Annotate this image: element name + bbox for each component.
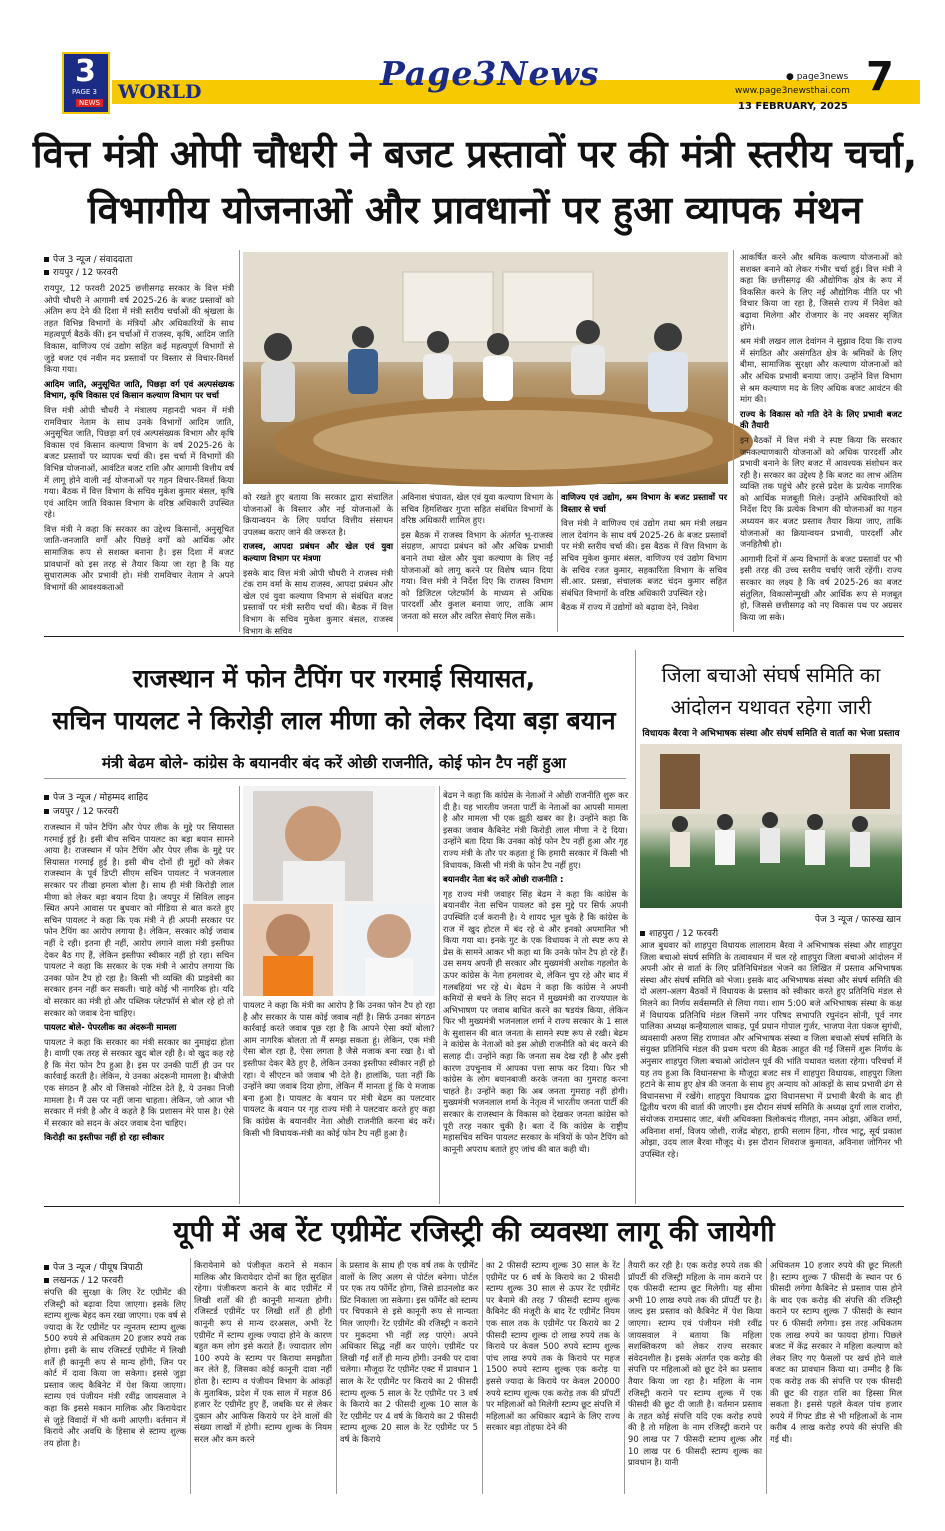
- column-divider: [397, 490, 398, 632]
- column-divider: [439, 786, 440, 1204]
- politicians-photo-collage: [243, 786, 435, 996]
- paragraph: वित्त मंत्री ओपी चौधरी ने मंत्रालय महानदी भवन में मंत्री रामविचार नेताम के साथ उनके विभागों आदिम जाति, अनुसूचित जाति, पिछड़ा वर्ग एवं अल्पसंख्यक विभाग और कृषि विकास एवं किसान कल्याण विभाग के वर्ष 2025-26 के बजट प्रस्तावों पर व्यापक चर्चा की। इस चर्चा में विभागों की विभिन्न योजनाओं, आवंटित बजट राशि और आगामी वित्तीय वर्ष में लागू होने वाली नई योजनाओं पर गहन विचार-विमर्श किया गया। बैठक में वित्त विभाग के सचिव मुकेश कुमार बंसल, कृषि एवं आदिम जाति विकास विभाग के वरिष्ठ अधिकारी उपस्थित रहे।: [44, 404, 234, 520]
- story4-headline: यूपी में अब रेंट एग्रीमेंट रजिस्ट्री की व्यवस्था लागू की जायेगी: [173, 1215, 775, 1248]
- column-divider: [336, 1258, 337, 1494]
- group-illustration: [640, 744, 902, 908]
- subhead: किरोड़ी का इस्तीफा नहीं हो रहा स्वीकार: [44, 1132, 164, 1143]
- logo-news-tag: NEWS: [76, 99, 103, 107]
- social-handle: ● page3news: [786, 72, 849, 82]
- story1-headline-line1: वित्त मंत्री ओपी चौधरी ने बजट प्रस्तावों पर की मंत्री स्तरीय चर्चा,: [32, 132, 918, 176]
- paragraph: बेढम ने कहा कि कांग्रेस के नेताओं ने ओछी राजनीति शुरू कर दी है। यह भारतीय जनता पार्टी के नेताओं का आपसी मामला है और मामला भी एक झूठी खबर का है। उन्होंने कहा कि इसका जवाब कैबिनेट मंत्री किरोड़ी लाल मीणा ने दे दिया। उन्होंने बता दिया कि उनका कोई फोन टैप नहीं हुआ और गृह राज्य मंत्री के तौर पर कहता हूं कि हमारी सरकार में किसी भी विधायक, किसी भी मंत्री के फोन टैप नहीं हुए।: [443, 790, 628, 870]
- column-divider: [766, 1258, 767, 1494]
- column-divider: [239, 250, 240, 632]
- paragraph: अविनाश चंपावत, खेल एवं युवा कल्याण विभाग के सचिव हिमशिखर गुप्ता सहित संबंधित विभागों के वरिष्ठ अधिकारी शामिल हुए।: [401, 492, 553, 526]
- meeting-illustration: [243, 252, 728, 484]
- paragraph: इन बैठकों में वित्त मंत्री ने स्पष्ट किया कि सरकार जनकल्याणकारी योजनाओं को अधिक पारदर्शी और प्रभावी बनाने के लिए बजट में आवश्यक संशोधन कर रही है। सरकार का उद्देश्य है कि बजट का लाभ अंतिम व्यक्ति तक पहुंचे और हरसे प्रदेश के प्रत्येक नागरिक को आर्थिक मजबूती मिले। उन्होंने अधिकारियों को निर्देश दिए कि प्रत्येक विभाग की योजनाओं का गहन अध्ययन कर बजट प्रस्ताव तैयार किया जाए, ताकि योजनाओं का क्रियान्वयन प्रभावी, पारदर्शी और जनहितैषी हो।: [740, 434, 902, 550]
- paragraph: को रखते हुए बताया कि सरकार द्वारा संचालित योजनाओं के विस्तार और नई योजनाओं के क्रियान्वयन के लिए पर्याप्त वित्तीय संसाधन उपलब्ध कराए जाने की जरूरत है।: [243, 492, 393, 537]
- rule: [44, 778, 626, 779]
- paragraph: का 2 फीसदी स्टाम्प शुल्क 30 साल के रेंट एग्रीमेंट पर 6 वर्ष के किराये का 2 फीसदी स्टाम्प शुल्क 30 साल से ऊपर रेंट एग्रीमेंट पर बैनामे की तरह 7 फीसदी स्टाम्प शुल्क कैबिनेट की मंजूरी के बाद रेंट एग्रीमेंट नियम एक साल तक के एग्रीमेंट पर किराये का 2 फीसदी स्टाम्प शुल्क दो लाख रुपये तक के किराये पर केवल 500 रुपये स्टाम्प शुल्क पांच लाख रुपये तक के किराये पर महज 1500 रुपये स्टाम्प शुल्क एक करोड़ या इससे ज्यादा के किराये पर केवल 20000 रुपये स्टाम्प शुल्क एक करोड़ तक की प्रॉपर्टी पर महिलाओं को मिलेगी स्टाम्प छूट संपत्ति में महिलाओं का अधिकार बढ़ाने के लिए राज्य सरकार बड़ा तोहफा देने की: [486, 1260, 620, 1433]
- paragraph: बैठक में राज्य में उद्योगों को बढ़ावा देने, निवेश: [561, 602, 699, 613]
- subhead: पायलट बोले- पेपरलीक का अंदरूनी मामला: [44, 1022, 177, 1033]
- story2-headline-line1: राजस्थान में फोन टैपिंग पर गरमाई सियासत,: [132, 664, 536, 693]
- paragraph: श्रम मंत्री लखन लाल देवांगन ने सुझाव दिया कि राज्य में संगठित और असंगठित क्षेत्र के श्रमिकों के लिए बीमा, सामाजिक सुरक्षा और कल्याण योजनाओं को और अधिक प्रभावी बनाया जाए। उन्होंने वित्त विभाग से श्रम कल्याण मद के लिए अधिक बजट आवंटन की मांग की।: [740, 336, 902, 405]
- paragraph: अधिकतम 10 हजार रुपये की छूट मिलती है। स्टाम्प शुल्क 7 फीसदी के स्थान पर 6 फीसदी लगेगा कैबिनेट से प्रस्ताव पास होने के बाद एक करोड़ की संपत्ति की रजिस्ट्री कराने पर स्टाम्प शुल्क 7 फीसदी के स्थान पर 6 फीसदी लगेगा। इस तरह अधिकतम एक लाख रुपये का फायदा होगा। पिछले बजट में केंद्र सरकार ने महिला कल्याण को लेकर लिए गए फैसलों पर खर्च होने वाले बजट का प्रावधान किया था। उम्मीद है कि एक करोड़ तक की संपत्ति पर एक फीसदी की छूट की राहत राशि का हिस्सा मिल सकता है। इससे पहले केवल पांच हजार रुपये में गिफ्ट डीड से भी महिलाओं के नाम करीब 4 लाख करोड़ रुपये की संपत्ति की गई थी।: [770, 1260, 902, 1444]
- column-divider: [239, 786, 240, 1204]
- story2-subhead: मंत्री बेढम बोले- कांग्रेस के बयानवीर बंद करें ओछी राजनीति, कोई फोन टैप नहीं हुआ: [102, 754, 566, 772]
- story4-byline: पेज 3 न्यूज / पीयूष त्रिपाठी: [44, 1260, 184, 1273]
- column-divider: [482, 1258, 483, 1494]
- paragraph: वित्त मंत्री ने वाणिज्य एवं उद्योग तथा श्रम मंत्री लखन लाल देवांगन के साथ वर्ष 2025-26 के बजट प्रस्तावों पर मंत्री स्तरीय चर्चा की। इस बैठक में वित्त विभाग के सचिव मुकेश कुमार बंसल, वाणिज्य एवं उद्योग विभाग के सचिव रजत कुमार, सहकारिता विभाग के सचिव सी.आर. प्रसन्ना, संचालक बजट चंदन कुमार सहित संबंधित विभागों के वरिष्ठ अधिकारी उपस्थित रहे।: [561, 518, 727, 598]
- paragraph: राजस्थान में फोन टैपिंग और पेपर लीक के मुद्दे पर सियासत गरमाई हुई है। इसी बीच सचिन पायलट का बड़ा बयान सामने आया है। राजस्थान में फोन टैपिंग और पेपर लीक के मुद्दे पर सियासत गरमाई हुई है। इसी बीच दोनों ही मुद्दों को लेकर राजस्थान के पूर्व डिप्टी सीएम सचिन पायलट ने भजनलाल सरकार पर तीखा हमला बोला है। साथ ही मंत्री किरोड़ी लाल मीणा को लेकर बड़ा बयान दिया है। जयपुर में सिविल लाइन स्थित अपने आवास पर बुधवार को मीडिया से बात करते हुए सचिन पायलट ने कहा कि एक मंत्री ने ही अपनी सरकार पर फोन टैपिंग का आरोप लगाया है। लेकिन, सरकार कोई जवाब नहीं दे रही। इतना ही नहीं, आरोप लगाने वाला मंत्री इस्तीफा देकर बैठ गए हैं, लेकिन इस्तीफा स्वीकार नहीं हो रहा। सचिन पायलट ने कहा कि सरकार के एक मंत्री ने आरोप लगाया कि उनका फोन टैप हो रहा है। किसी भी व्यक्ति की प्राइवेसी का सरकार हनन नहीं कर सकती। चाहे कोई भी नागरिक हो। यदि वो सरकार का मंत्री हो और पब्लिक प्लेटफॉर्म से बोल रहे हो तो सरकार को जवाब देना चाहिए।: [44, 822, 234, 1018]
- story4-column-6: [770, 1260, 902, 1492]
- story1-column-1: [44, 283, 234, 629]
- subhead: राज्य के विकास को गति देने के लिए प्रभावी बजट की तैयारी: [740, 408, 902, 431]
- website-url: www.page3newsthai.com: [735, 86, 850, 96]
- paragraph: पायलट ने कहा कि मंत्री का आरोप है कि उनका फोन टैप हो रहा है और सरकार के पास कोई जवाब नहीं है। सिर्फ उनका संगठन कार्रवाई करते जवाब पूछ रहा है कि आपने ऐसा क्यों बोला? आम नागरिक बोलता तो मैं समझ सकता हूं। लेकिन, एक मंत्री ऐसा बोल रहा है, ऐसा लगता है जैसे मजाक बना रखा है। वो इस्तीफा देकर बैठे हुए है, लेकिन उनका इस्तीफा स्वीकार नहीं हो रहा। ये सीएटन को जवाब भी देते है। हालांकि, पता नहीं कि उन्होंने क्या जवाब दिया होगा, लेकिन मैं मानता हूं कि ये मजाक बना हुआ है। पायलट के बयान पर मंत्री बेढम का पलटवार पायलट के बयान पर गृह राज्य मंत्री ने पलटवार करते हुए कहा कि कांग्रेस के बयानवीर नेता ओछी राजनीति करना बंद करें। किसी भी विधायक-मंत्री का कोई फोन टैप नहीं हुआ है।: [243, 1000, 435, 1138]
- page-number: 7: [866, 54, 894, 100]
- subhead: आदिम जाति, अनुसूचित जाति, पिछड़ा वर्ग एवं अल्पसंख्यक विभाग, कृषि विकास एवं किसान कल्याण विभाग पर चर्चा: [44, 378, 234, 401]
- paragraph: रायपुर, 12 फरवरी 2025 छत्तीसगढ़ सरकार के वित्त मंत्री ओपी चौधरी ने आगामी वर्ष 2025-26 के बजट प्रस्तावों को अंतिम रूप देने की दिशा में मंत्री स्तरीय चर्चाओं की श्रृंखला के तहत विभिन्न विभागों के मंत्रियों और अधिकारियों के साथ महत्वपूर्ण बैठकें कीं। इन चर्चाओं में राजस्व, कृषि, आदिम जाति विकास, वाणिज्य एवं उद्योग सहित कई महत्वपूर्ण विभागों से जुड़े बजट एवं नवीन मद प्रस्तावों पर विस्तार से विचार-विमर्श किया गया।: [44, 283, 234, 375]
- column-divider: [635, 650, 636, 1204]
- section-divider: [44, 1206, 904, 1207]
- story3-dateline: शाहपुरा / 12 फरवरी: [640, 926, 840, 939]
- logo-number: 3: [75, 54, 96, 89]
- story3-kicker: विधायक बैरवा ने अभिभाषक संस्था और संघर्ष समिति से वार्ता का भेजा प्रस्ताव: [642, 729, 900, 739]
- meeting-photo: [243, 252, 728, 484]
- paragraph: वित्त मंत्री ने कहा कि सरकार का उद्देश्य किसानों, अनुसूचित जाति-जनजाति वर्गों और पिछड़े वर्गों को आर्थिक और सामाजिक रूप से सशक्त बनाना है। इस दिशा में बजट प्रावधानों को इस तरह से तैयार किया जा रहा है कि यह सुधारात्मक और प्रभावी हो। मंत्री रामविचार नेताम ने अपने विभागों की आवश्यकताओं: [44, 523, 234, 592]
- paragraph: किरायेनामे को पंजीकृत कराने से मकान मालिक और किरायेदार दोनों का हित सुरक्षित रहेगा। पंजीकरण कराने के बाद एग्रीमेंट में लिखी शर्तों की ही कानूनी मान्यता होगी। रजिस्टर्ड एग्रीमेंट पर लिखी शर्तें ही होंगी कानूनी रूप से मान्य दरअसल, अभी रेंट एग्रीमेंट में स्टाम्प शुल्क ज्यादा होने के कारण बहुत कम लोग इसे कराते हैं। ज्यादातर लोग 100 रुपये के स्टाम्प पर किराया समझौता कर लेते हैं, जिसका कोई कानूनी दावा नहीं होता है। स्टाम्प व पंजीयन विभाग के आंकड़ों के मुताबिक, प्रदेश में एक साल में महज 86 हजार रेंट एग्रीमेंट हुए हैं, जबकि घर से लेकर दुकान और आफिस किराये पर देने वालों की संख्या लाखों में होगी। स्टाम्प शुल्क के नियम सरल और कम करने: [194, 1260, 332, 1444]
- paragraph: आज बुधवार को शाहपुरा विधायक लालाराम बैरवा ने अभिभाषक संस्था और शाहपुरा जिला बचाओ संघर्ष समिति के तत्वावधान में चल रहे शाहपुरा जिला बचाओ आंदोलन में अपनी ओर से वार्ता के लिए प्रतिनिधिमंडल भेजने का लिखित में प्रस्ताव अभिभाषक संस्था और संघर्ष समिति को भेजा। इसके बाद अभिभाषक संस्था और संघर्ष समिति की दो अलग-अलग बैठकों में विधायक के प्रस्ताव को स्वीकार करते हुए प्रतिनिधि मंडल से मिलने का निर्णय सर्वसम्मति से लिया गया। शाम 5:00 बजे अभिभाषक संस्था के कक्ष में विधायक प्रतिनिधि मंडल जिसमें नगर परिषद सभापति रघुनंदन सोनी, पूर्व नगर पालिका अध्यक्ष कन्हैयालाल धाकड़, पूर्व प्रधान गोपाल गुर्जर, भाजपा नेता पंकज सुगंधी, व्यवसायी अरुण सिंह राणावत और अभिभाषक संस्था व जिला बचाओ संघर्ष समिति के संयुक्त प्रतिनिधि मंडल की प्रथम चरण की बैठक आहूत की गई जिसमें शुरू निर्णय के अनुसार शाहपुरा जिला बचाओ आंदोलन पूर्व की भांति यथावत चलता रहेगा। परिचर्चा में यह तय हुआ कि विधानसभा के मौजूदा बजट सत्र में शाहपुरा विधायक, शाहपुरा जिला हटाने के साथ हुए क्षेत्र की जनता के साथ हुए अन्याय को आंकड़ों के साथ प्रभावी ढंग से विधानसभा में रखेंगे। शाहपुरा विधायक द्वारा विधानसभा में प्रभावी बैरवी के बाद ही द्वितीय चरण की वार्ता की जाएगी। इस दौरान संघर्ष समिति के अध्यक्ष दुर्गा लाल राजोरा, संयोजक रामप्रसाद जाट, बंशी अधिवक्ता त्रिलोकचंद गीलहा, नमन ओझा, अंकित शर्मा, अविनाश शर्मा, विजय जोशी, राजेंद्र बोहरा, हाफी सलाम हिना, गौरव भाटू, सूर्य प्रकाश ओझा, उदय लाल बैरवा मौजूद थे। इस दौरान शिवराज कुमावत, अविनाश जोगिनर भी उपस्थित रहे।: [640, 940, 902, 1159]
- story3-byline: पेज 3 न्यूज / फारुख खान: [814, 915, 901, 925]
- paragraph: तैयारी कर रही है। एक करोड़ रुपये तक की प्रॉपर्टी की रजिस्ट्री महिला के नाम कराने पर एक फीसदी स्टाम्प छूट मिलेगी। यह सीमा अभी 10 लाख रुपये तक की प्रॉपर्टी पर है। जल्द इस प्रस्ताव को कैबिनेट में पेश किया जाएगा। स्टाम्प एवं पंजीयन मंत्री रवींद्र जायसवाल ने बताया कि महिला सशक्तिकरण को लेकर राज्य सरकार संवेदनशील है। इसके अंतर्गत एक करोड़ की संपत्ति पर महिलाओं को छूट देने का प्रस्ताव तैयार किया जा रहा है। महिला के नाम रजिस्ट्री कराने पर स्टाम्प शुल्क में एक फीसदी की छूट दी जाती है। वर्तमान प्रस्ताव के तहत कोई संपत्ति यदि एक करोड़ रुपये की है तो महिला के नाम रजिस्ट्री कराने पर 90 लाख पर 7 फीसदी स्टाम्प शुल्क और 10 लाख पर 6 फीसदी स्टाम्प शुल्क का प्रावधान है। यानी: [628, 1260, 762, 1468]
- story2-headline-line2: सचिन पायलट ने किरोड़ी लाल मीणा को लेकर दिया बड़ा बयान: [52, 706, 616, 735]
- paragraph: पायलट ने कहा कि सरकार का मंत्री सरकार का नुमाइंदा होता है। वाणी एक तरह से सरकार खुद बोल रही है। वो खुद कह रहे है कि मेरा फोन टैप हुआ है। इस पर उनकी पार्टी ही उन पर कार्रवाई करती है। लेकिन, ये उनका अंदरूनी मामला है। बीजेपी एक संगठन है और वो जिसको नोटिस देते है, ये उनका निजी मामला है। मैं उस पर नहीं जाना चाहता। लेकिन, जो आज भी सरकार में मंत्री है और वे कहते है कि प्रशासन मेरे पास है। ऐसे में सरकार को सदन के अंदर जवाब देना चाहिए।: [44, 1036, 234, 1128]
- section-divider: [44, 636, 904, 637]
- story2-column-1: [44, 822, 234, 1202]
- story4-dateline: लखनऊ / 12 फरवरी: [44, 1273, 184, 1286]
- page3-logo: [62, 52, 110, 114]
- column-divider: [557, 490, 558, 632]
- portraits-illustration: [243, 786, 435, 996]
- subhead: राजस्व, आपदा प्रबंधन और खेल एवं युवा कल्याण विभाग पर मंत्रणा: [243, 541, 393, 563]
- issue-date: 13 FEBRUARY, 2025: [738, 101, 848, 112]
- story1-column-2: [243, 492, 393, 636]
- story4-column-3: [340, 1260, 478, 1492]
- paragraph: आगामी दिनों में अन्य विभागों के बजट प्रस्तावों पर भी इसी तरह की उच्च स्तरीय चर्चाएं जारी रहेंगी। राज्य सरकार का लक्ष्य है कि वर्ष 2025-26 का बजट संतुलित, विकासोन्मुखी और आर्थिक रूप से मजबूत हो, जिससे छत्तीसगढ़ को नए विकास पथ पर अग्रसर किया जा सके।: [740, 553, 902, 622]
- story4-column-4: [486, 1260, 620, 1492]
- newspaper-brand: Page3News: [380, 54, 600, 93]
- story1-column-5: [740, 252, 902, 630]
- story1-headline-line2: विभागीय योजनाओं और प्रावधानों पर हुआ व्यापक मंथन: [87, 188, 863, 232]
- paragraph: आकर्षित करने और श्रमिक कल्याण योजनाओं को सशक्त बनाने को लेकर गंभीर चर्चा हुई। वित्त मंत्री ने कहा कि छत्तीसगढ़ की औद्योगिक क्षेत्र के रूप में विकसित करने के लिए नई औद्योगिक नीति पर भी विचार किया जा रहा है, जिससे राज्य में निवेश को बढ़ावा मिलेगा और रोजगार के नए अवसर सृजित होंगे।: [740, 252, 902, 332]
- committee-meeting-photo: [640, 744, 902, 908]
- story1-column-4: [561, 492, 727, 630]
- story4-column-2: [194, 1260, 332, 1492]
- column-divider: [733, 250, 734, 632]
- story2-byline: पेज 3 न्यूज / मोहम्मद शाहिद: [44, 790, 234, 803]
- story2-dateline: जयपुर / 12 फरवरी: [44, 804, 234, 817]
- story2-column-2: [243, 1000, 435, 1200]
- paragraph: इस बैठक में राजस्व विभाग के अंतर्गत भू-राजस्व संग्रहण, आपदा प्रबंधन को और अधिक प्रभावी बनाने तथा खेल और युवा कल्याण के लिए नई योजनाओं को लागू करने पर विशेष ध्यान दिया गया। वित्त मंत्री ने निर्देश दिए कि राजस्व विभाग को डिजिटल प्लेटफॉर्म के माध्यम से अधिक पारदर्शी और कुशल बनाया जाए, ताकि आम जनता को सरल और त्वरित सेवाएं मिल सकें।: [401, 529, 553, 621]
- paragraph: गृह राज्य मंत्री जवाहर सिंह बेढम ने कहा कि कांग्रेस के बयानवीर नेता सचिन पायलट को इस मुद्दे पर सिर्फ अपनी उपस्थिति दर्ज करानी है। ये शायद भूल चुके है कि कांग्रेस के राज में खुद होटल में बंद रहे थे और इनको अपमानित भी किया गया था। इनके गुट के एक विधायक ने तो स्पष्ट रूप से प्रेस के सामने आकर भी कहा था कि उनके फोन टैप हो रहे हैं। उस समय अपनी ही सरकार और मुख्यमंत्री अशोक गहलोत के ऊपर कांग्रेस के नेता हमलावर थे, लेकिन चुप रहे और बाद में गलबहियां भर रहे थे। बेढम ने कहा कि कांग्रेस ने अपनी कमियों से बचने के लिए सदन में मुख्यमंत्री का राज्यपाल के अभिभाषण पर जवाब बाधित करने का षडयंत्र किया, लेकिन फिर भी मुख्यमंत्री भजनलाल शर्मा ने राज्य सरकार के 1 साल के सुशासन की बात जनता के सामने स्पष्ट रूप से रखी। बेढम ने कांग्रेस के नेताओं को इस ओछी राजनीति को बंद करने की सलाह दी। उन्होंने कहा कि जनता सब देख रही है और इसी कारण उपचुनाव में आपका पत्ता साफ कर दिया। फिर भी कांग्रेस के लोग बयानबाजी करके जनता का गुमराह करना चाहते है। उन्होंने कहा कि अब जनता गुमराह नहीं होगी। मुख्यमंत्री भजनलाल शर्मा के नेतृत्व में भारतीय जनता पार्टी की सरकार के राजस्थान के विकास को देखकर जनता कांग्रेस को पूरी तरह नकार चुकी है। बता दें कि कांग्रेस के राष्ट्रीय महासचिव सचिन पायलट सरकार के मंत्रियों के फोन टैपिंग को कानूनी अपराध बताते हुए जांच की बात कही थी।: [443, 888, 628, 1154]
- paragraph: संपत्ति की सुरक्षा के लिए रेंट एग्रीमेंट की रजिस्ट्री को बढ़ावा दिया जाएगा। इसके लिए स्टाम्प शुल्क बेहद कम रखा जाएगा। एक वर्ष से ज्यादा के रेंट एग्रीमेंट पर न्यूनतम स्टाम्प शुल्क 500 रुपये से अधिकतम 20 हजार रुपये तक होगा। इसी के साथ रजिस्टर्ड एग्रीमेंट में लिखी शर्तें ही कानूनी रूप से मान्य होंगी, जिन पर कोर्ट में दावा किया जा सकेगा। इससे जुड़ा प्रस्ताव जल्द कैबिनेट में पेश किया जाएगा। स्टाम्प एवं पंजीयन मंत्री रवींद्र जायसवाल ने कहा कि इससे मकान मालिक और किरायेदार से जुड़े विवादों में भी कमी आएगी। वर्तमान में किराये और अवधि के हिसाब से स्टाम्प शुल्क तय होता है।: [44, 1287, 186, 1448]
- paragraph: इसके बाद वित्त मंत्री ओपी चौधरी ने राजस्व मंत्री टंक राम वर्मा के साथ राजस्व, आपदा प्रबंधन और खेल एवं युवा कल्याण विभाग से संबंधित बजट प्रस्तावों पर मंत्री स्तरीय चर्चा की। बैठक में वित्त विभाग के सचिव मुकेश कुमार बंसल, राजस्व विभाग के सचिव: [243, 567, 393, 636]
- story1-column-3: [401, 492, 553, 630]
- story1-dateline: रायपुर / 12 फरवरी: [44, 265, 234, 278]
- story2-column-3: [443, 790, 628, 1202]
- subhead: वाणिज्य एवं उद्योग, श्रम विभाग के बजट प्रस्तावों पर विस्तार से चर्चा: [561, 492, 727, 514]
- column-divider: [624, 1258, 625, 1494]
- story3-body: [640, 940, 902, 1202]
- subhead: बयानवीर नेता बंद करें ओछी राजनीति :: [443, 874, 564, 885]
- story3-headline-line2: आंदोलन यथावत रहेगा जारी: [670, 695, 872, 719]
- section-label: WORLD: [118, 81, 202, 103]
- column-divider: [190, 1258, 191, 1494]
- story4-column-1: [44, 1287, 186, 1493]
- story1-byline: पेज 3 न्यूज / संवाददाता: [44, 252, 234, 265]
- logo-subtext: PAGE 3: [72, 88, 97, 96]
- story3-headline-line1: जिला बचाओ संघर्ष समिति का: [661, 663, 881, 687]
- paragraph: के प्रस्ताव के साथ ही एक वर्ष तक के एग्रीमेंट वालों के लिए अलग से पोर्टल बनेगा। पोर्टल पर एक तय फॉर्मेट होगा, जिसे डाउनलोड कर प्रिंट निकाला जा सकेगा। इस फॉर्मेट को स्टाम्प पर चिपकाने से इसे कानूनी रूप से मान्यता मिल जाएगी। रेंट एग्रीमेंट की रजिस्ट्री न कराने पर मुकदमा भी नहीं लड़ पाएंगे। अपने अधिकार सिद्ध नहीं कर पाएंगे। एग्रीमेंट पर लिखी गईं शर्तें ही मान्य होंगी। उनकी पर दावा चलेगा। मौजूदा रेंट एग्रीमेंट एक्ट में प्रावधान 1 साल के रेंट एग्रीमेंट पर किराये का 2 फीसदी स्टाम्प शुल्क 5 साल के रेंट एग्रीमेंट पर 3 वर्ष के किराये का 2 फीसदी शुल्क 10 साल के रेंट एग्रीमेंट पर 4 वर्ष के किराये का 2 फीसदी स्टाम्प शुल्क 20 साल के रेंट एग्रीमेंट पर 5 वर्ष के किराये: [340, 1260, 478, 1444]
- story4-column-5: [628, 1260, 762, 1492]
